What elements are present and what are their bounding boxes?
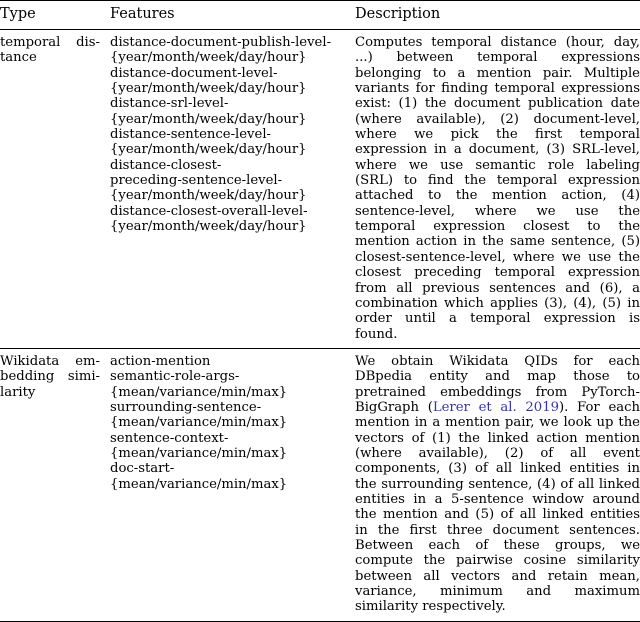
description-text: Computes temporal distance (hour, day, ...) between temporal expressions belonging to a mention pair. Multiple variants for finding temporal expressions exist: (1) the document publication date (where available), (2) document-level, where we pick the first temporal expression in a document, (3) SRL-level, where we use semantic role labeling (SRL) to find the temporal expression attached to the mention action, (4) sentence-level, where we use the temporal expression closest to the mention action in the same sentence, (5) closest-sentence-level, where we use the closest preceding temporal expression from all previous sentences and (6), a combination which applies (3), (4), (5) in order until a temporal expression is found.	[355, 35, 640, 342]
feature-line: {year/month/week/day/hour}	[110, 142, 307, 158]
type-label-line: tance	[0, 50, 37, 66]
column-header-description: Description	[355, 6, 441, 22]
feature-line: distance-srl-level-	[110, 96, 229, 112]
cell-description	[355, 30, 640, 349]
feature-line: {year/month/week/day/hour}	[110, 188, 307, 204]
cell-description	[355, 348, 640, 621]
type-label-line: Wikidata em-	[0, 353, 100, 369]
cell-features	[110, 348, 355, 621]
citation-link[interactable]: Lerer et al. 2019	[432, 399, 559, 415]
type-label-line: bedding simi-	[0, 369, 100, 385]
feature-line: surrounding-sentence-	[110, 399, 262, 415]
table-row	[0, 348, 640, 621]
feature-line: action-mention	[110, 353, 211, 369]
description-text	[355, 354, 640, 615]
description-text-before: We obtain Wikidata QIDs for each DBpedia entity and map those to pretrained embeddings from PyTorch-BigGraph (	[355, 353, 640, 415]
table-row	[0, 30, 640, 349]
type-label-line: larity	[0, 384, 36, 400]
feature-line: {year/month/week/day/hour}	[110, 50, 307, 66]
feature-line: preceding-sentence-level-	[110, 173, 283, 189]
feature-line: distance-sentence-level-	[110, 127, 271, 143]
column-header-features: Features	[110, 6, 175, 22]
cell-features	[110, 30, 355, 349]
feature-line: {year/month/week/day/hour}	[110, 219, 307, 235]
table-header	[0, 1, 640, 30]
feature-line: semantic-role-args-	[110, 369, 240, 385]
feature-line: distance-document-publish-level-	[110, 35, 332, 50]
type-label-line: temporal dis-	[0, 35, 100, 50]
feature-line: {mean/variance/min/max}	[110, 476, 288, 492]
column-header-type: Type	[0, 6, 36, 22]
description-text-after: ). For each mention in a mention pair, we look up the vectors of (1) the linked action mention (where available), (2) of all event components, (3) of all linked entities in the surrounding sentence, (4) of all linked entities in a 5-sentence window around the mention and (5) of all linked entities in the first three document sentences. Between each of these groups, we compute the pairwise cosine similarity between all vectors and retain mean, variance, minimum and maximum similarity respectively.	[355, 399, 640, 615]
feature-line: distance-document-level-	[110, 65, 278, 81]
cell-type	[0, 348, 110, 621]
feature-line: doc-start-	[110, 461, 175, 477]
feature-line: {mean/variance/min/max}	[110, 445, 288, 461]
feature-line: {mean/variance/min/max}	[110, 415, 288, 431]
feature-line: {year/month/week/day/hour}	[110, 111, 307, 127]
table-body	[0, 30, 640, 622]
cell-type	[0, 30, 110, 349]
feature-line: {mean/variance/min/max}	[110, 384, 288, 400]
feature-line: distance-closest-overall-level-	[110, 203, 308, 219]
feature-line: sentence-context-	[110, 430, 229, 446]
feature-line: {year/month/week/day/hour}	[110, 81, 307, 97]
feature-line: distance-closest-	[110, 157, 222, 173]
table-header-row	[0, 1, 640, 30]
